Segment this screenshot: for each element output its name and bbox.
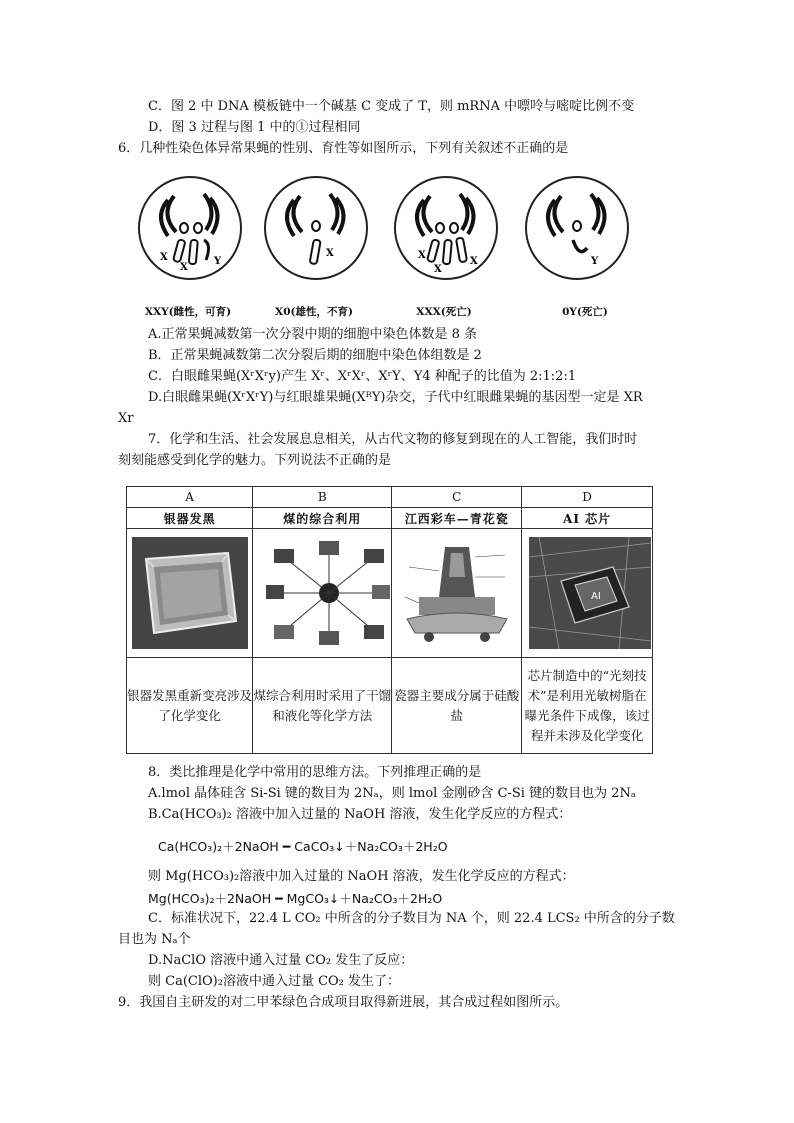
option-8c: C．标准状况下，22.4 L CO₂ 中所含的分子数目为 NA 个，则 22.4 LCS₂ 中所含的分子数 xyxy=(148,911,675,926)
option-6d-cont: Xr xyxy=(118,411,134,426)
cell-label: Y xyxy=(214,256,222,267)
option-6a: A.正常果蝇减数第一次分裂中期的细胞中染色体数是 8 条 xyxy=(148,327,478,342)
option-d-text: 芯片制造中的“光刻技术”是利用光敏树脂在曝光条件下成像，该过程并未涉及化学变化 xyxy=(522,658,653,754)
cell-caption: XXX(死亡) xyxy=(416,306,472,318)
col-letter: C xyxy=(392,487,522,508)
col-letter: D xyxy=(522,487,653,508)
question-9: 9．我国自主研发的对二甲苯绿色合成项目取得新进展，其合成过程如图所示。 xyxy=(118,995,569,1010)
option-b-text: 煤综合利用时采用了干馏和液化等化学方法 xyxy=(253,658,392,754)
equation-1: Ca(HCO₃)₂＋2NaOH ━ CaCO₃↓＋Na₂CO₃＋2H₂O xyxy=(158,839,448,854)
option-c-line: C．图 2 中 DNA 模板链中一个碱基 C 变成了 T，则 mRNA 中嘌呤与嘧啶比例不变 xyxy=(148,99,635,114)
question-8: 8．类比推理是化学中常用的思维方法。下列推理正确的是 xyxy=(148,765,482,780)
cell-caption: 0Y(死亡) xyxy=(562,306,608,318)
cell-xxy xyxy=(138,176,242,280)
option-8c-cont: 目也为 Nₐ个 xyxy=(118,932,191,947)
option-8b: B.Ca(HCO₃)₂ 溶液中加入过量的 NaOH 溶液，发生化学反应的方程式： xyxy=(148,807,572,822)
cell-label: X xyxy=(418,250,426,261)
option-8d: D.NaClO 溶液中通入过量 CO₂ 发生了反应： xyxy=(148,953,414,968)
cell-label: X xyxy=(160,252,168,263)
option-8a: A.lmol 晶体硅含 Si-Si 键的数目为 2Nₐ，则 lmol 金刚砂含 C-Si 键的数目也为 2Nₐ xyxy=(148,786,636,801)
question-7-cont: 刻刻能感受到化学的魅力。下列说法不正确的是 xyxy=(118,453,392,468)
cell-caption: X0(雄性，不育) xyxy=(275,306,353,318)
col-letter: A xyxy=(127,487,253,508)
option-8d-cont: 则 Ca(ClO)₂溶液中通入过量 CO₂ 发生了： xyxy=(148,974,401,989)
col-title: AI 芯片 xyxy=(522,508,653,529)
col-title: 银器发黑 xyxy=(127,508,253,529)
silver-box-image xyxy=(132,537,248,649)
col-title: 江西彩车—青花瓷 xyxy=(392,508,522,529)
question-6: 6．几种性染色体异常果蝇的性别、育性等如图所示，下列有关叙述不正确的是 xyxy=(118,141,569,156)
cell-x0 xyxy=(264,176,368,280)
question-7: 7．化学和生活、社会发展息息相关，从古代文物的修复到现在的人工智能，我们时时 xyxy=(148,432,638,447)
col-title: 煤的综合利用 xyxy=(253,508,392,529)
cell-label: X xyxy=(470,256,478,267)
cell-label: X xyxy=(326,248,334,259)
porcelain-float-image xyxy=(399,537,515,649)
option-6d: D.白眼雌果蝇(XʳXʳY)与红眼雄果蝇(XᴿY)杂交，子代中红眼雌果蝇的基因型一定是 XR xyxy=(148,390,643,405)
col-letter: B xyxy=(253,487,392,508)
option-d-line: D．图 3 过程与图 1 中的①过程相同 xyxy=(148,120,361,135)
option-6c: C．白眼雌果蝇(XʳXʳy)产生 Xʳ、XʳXʳ、XʳY、Y4 种配子的比值为 2:1:2:1 xyxy=(148,369,577,384)
option-8b-cont: 则 Mg(HCO₃)₂溶液中加入过量的 NaOH 溶液，发生化学反应的方程式： xyxy=(148,869,575,884)
cell-0y xyxy=(525,176,629,280)
ai-chip-image xyxy=(529,537,645,649)
option-6b: B．正常果蝇减数第二次分裂后期的细胞中染色体组数是 2 xyxy=(148,348,482,363)
option-c-text: 瓷器主要成分属于硅酸盐 xyxy=(392,658,522,754)
cell-label: Y xyxy=(591,256,599,267)
options-table xyxy=(126,486,653,754)
cell-label: X xyxy=(434,264,442,275)
cell-caption: XXY(雌性，可育) xyxy=(144,306,232,318)
coal-utilization-diagram xyxy=(264,537,380,649)
cell-label: X xyxy=(180,262,188,273)
equation-2: Mg(HCO₃)₂＋2NaOH ━ MgCO₃↓＋Na₂CO₃＋2H₂O xyxy=(148,891,443,906)
option-a-text: 银器发黑重新变亮涉及了化学变化 xyxy=(127,658,253,754)
cell-xxx xyxy=(394,176,498,280)
chip-label: AI xyxy=(591,591,601,602)
